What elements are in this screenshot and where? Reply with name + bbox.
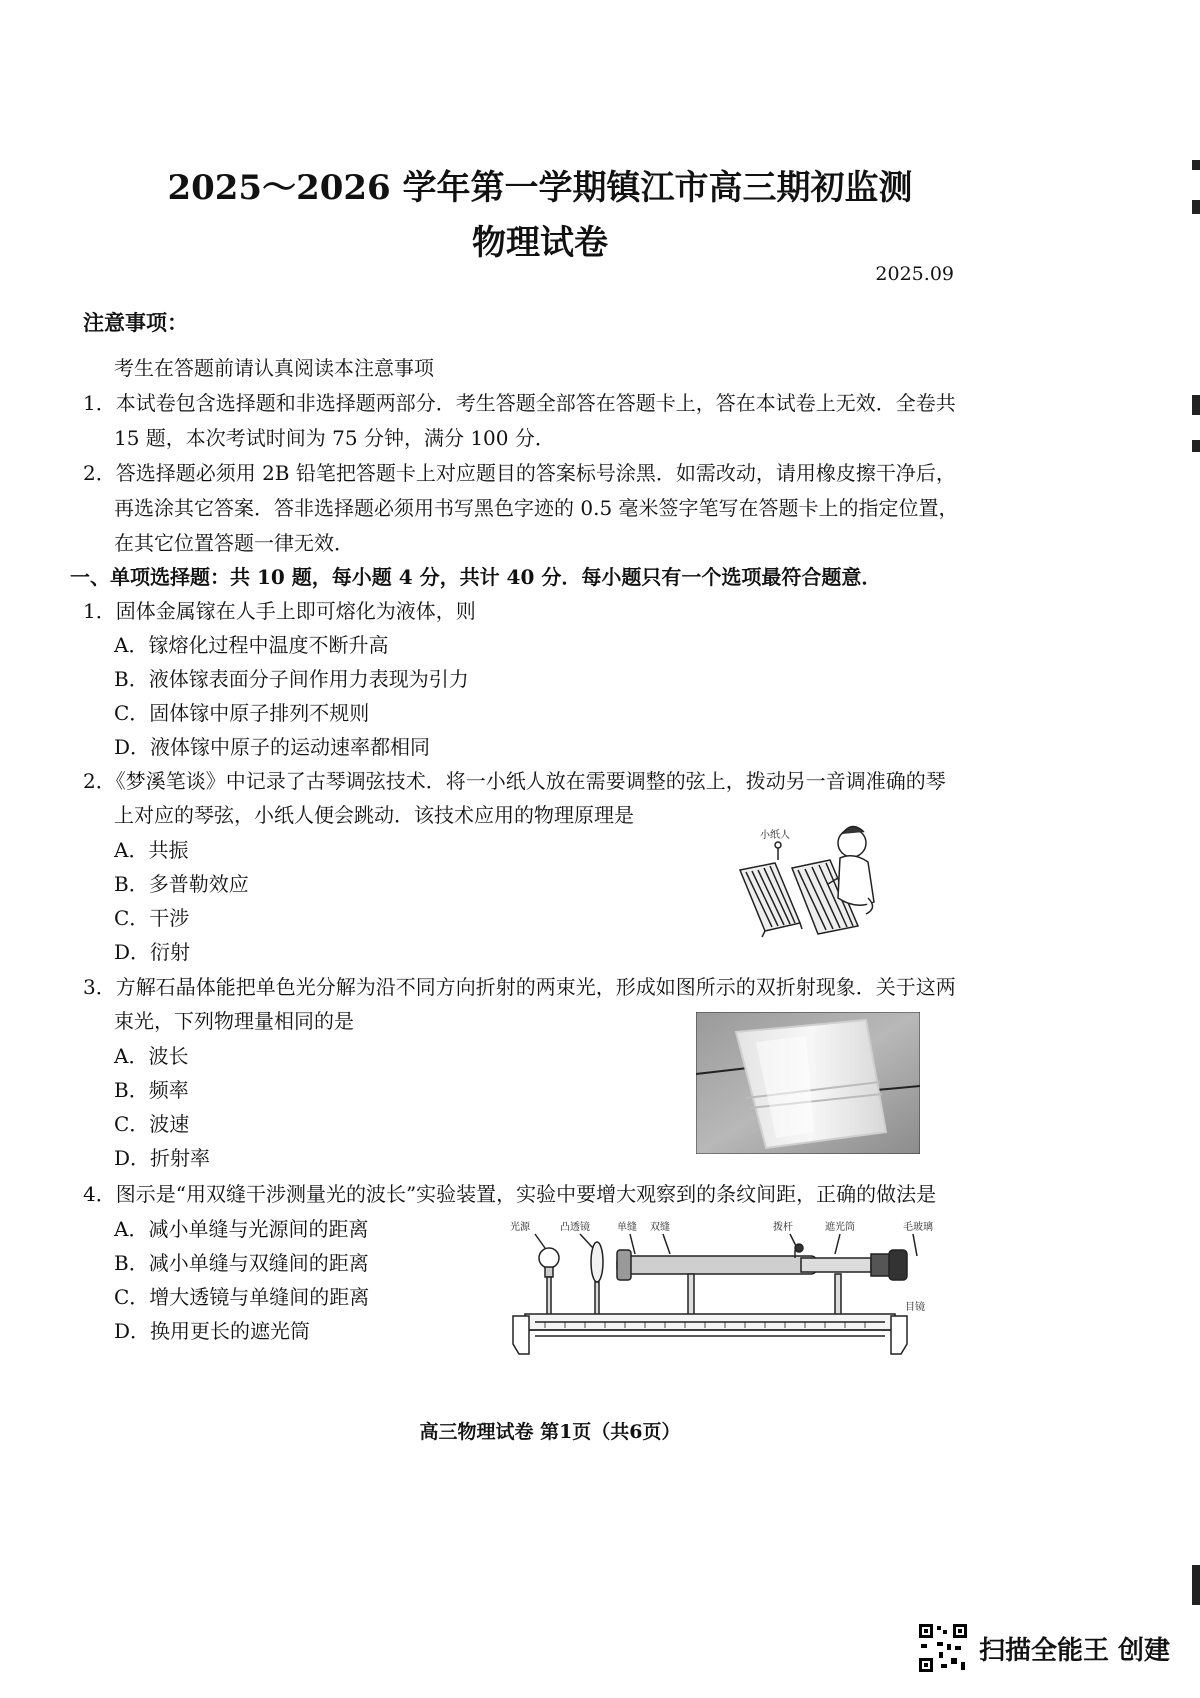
- exam-title: 2025～2026 学年第一学期镇江市高三期初监测: [167, 168, 913, 208]
- exam-subject: 物理试卷: [472, 223, 608, 263]
- scan-edge-mark: [1192, 1565, 1200, 1605]
- q2-stem-line-2: 上对应的琴弦，小纸人便会跳动．该技术应用的物理原理是: [114, 803, 634, 827]
- q3-stem-line-1: 3．方解石晶体能把单色光分解为沿不同方向折射的两束光，形成如图所示的双折射现象．关于这两: [83, 975, 956, 999]
- double-slit-apparatus: [505, 1218, 945, 1370]
- guqin-figure: [730, 808, 900, 938]
- qr-code-icon: [917, 1622, 969, 1674]
- q4-option-d: D．换用更长的遮光筒: [114, 1319, 311, 1343]
- q3-option-d: D．折射率: [114, 1146, 211, 1170]
- scan-edge-mark: [1192, 440, 1200, 452]
- notice-intro: 考生在答题前请认真阅读本注意事项: [114, 356, 434, 380]
- q3-option-a: A．波长: [114, 1044, 189, 1068]
- q2-stem-line-1: 2．《梦溪笔谈》中记录了古琴调弦技术．将一小纸人放在需要调整的弦上，拨动另一音调准确的琴: [83, 769, 946, 793]
- page-footer: 高三物理试卷 第1页（共6页）: [419, 1421, 681, 1443]
- q2-option-c: C．干涉: [114, 906, 190, 930]
- q3-option-c: C．波速: [114, 1112, 190, 1136]
- q4-option-c: C．增大透镜与单缝间的距离: [114, 1285, 370, 1309]
- label-double-slit: 双缝: [650, 1222, 670, 1233]
- calcite-crystal-photo: [696, 1012, 920, 1154]
- scanner-watermark: [917, 1622, 1170, 1674]
- figure-label-paper-man: 小纸人: [760, 830, 790, 841]
- q4-option-a: A．减小单缝与光源间的距离: [114, 1217, 369, 1241]
- q4-option-b: B．减小单缝与双缝间的距离: [114, 1251, 369, 1275]
- label-tube: 遮光筒: [825, 1222, 855, 1233]
- q3-stem-line-2: 束光，下列物理量相同的是: [114, 1009, 354, 1033]
- notice-heading: 注意事项：: [83, 310, 188, 335]
- section-1-heading: 一、单项选择题：共 10 题，每小题 4 分，共计 40 分．每小题只有一个选项最符合题意．: [70, 565, 882, 589]
- notice-item-1-line-1: 1．本试卷包含选择题和非选择题两部分．考生答题全部答在答题卡上，答在本试卷上无效．全卷共: [83, 391, 956, 415]
- label-single-slit: 单缝: [617, 1222, 637, 1233]
- label-convex-lens: 凸透镜: [560, 1222, 590, 1233]
- q2-option-a: A．共振: [114, 838, 189, 862]
- label-pointer: 拨杆: [773, 1222, 793, 1233]
- label-light-source: 光源: [510, 1222, 530, 1233]
- scan-edge-mark: [1192, 160, 1200, 170]
- q1-option-d: D．液体镓中原子的运动速率都相同: [114, 735, 431, 759]
- notice-item-2-line-3: 在其它位置答题一律无效．: [114, 531, 354, 555]
- scan-edge-mark: [1192, 395, 1200, 415]
- q1-option-a: A．镓熔化过程中温度不断升高: [114, 633, 389, 657]
- q3-option-b: B．频率: [114, 1078, 189, 1102]
- q2-option-b: B．多普勒效应: [114, 872, 249, 896]
- notice-item-2-line-2: 再选涂其它答案．答非选择题必须用书写黑色字迹的 0.5 毫米签字笔写在答题卡上的指定位置，: [114, 496, 959, 520]
- label-ground-glass: 毛玻璃: [903, 1222, 933, 1233]
- q2-option-d: D．衍射: [114, 940, 191, 964]
- q4-stem: 4．图示是“用双缝干涉测量光的波长”实验装置，实验中要增大观察到的条纹间距，正确的做法是: [83, 1182, 937, 1206]
- notice-item-2-line-1: 2．答选择题必须用 2B 铅笔把答题卡上对应题目的答案标号涂黑．如需改动，请用橡皮擦干净后，: [83, 461, 956, 485]
- q1-option-b: B．液体镓表面分子间作用力表现为引力: [114, 667, 469, 691]
- q1-stem: 1．固体金属镓在人手上即可熔化为液体，则: [83, 599, 476, 623]
- q1-option-c: C．固体镓中原子排列不规则: [114, 701, 370, 725]
- scanner-watermark-text: 扫描全能王 创建: [978, 1635, 1170, 1666]
- exam-date: 2025.09: [875, 263, 954, 285]
- scan-edge-mark: [1192, 200, 1200, 214]
- label-eyepiece: 目镜: [905, 1302, 925, 1313]
- notice-item-1-line-2: 15 题，本次考试时间为 75 分钟，满分 100 分．: [114, 426, 555, 450]
